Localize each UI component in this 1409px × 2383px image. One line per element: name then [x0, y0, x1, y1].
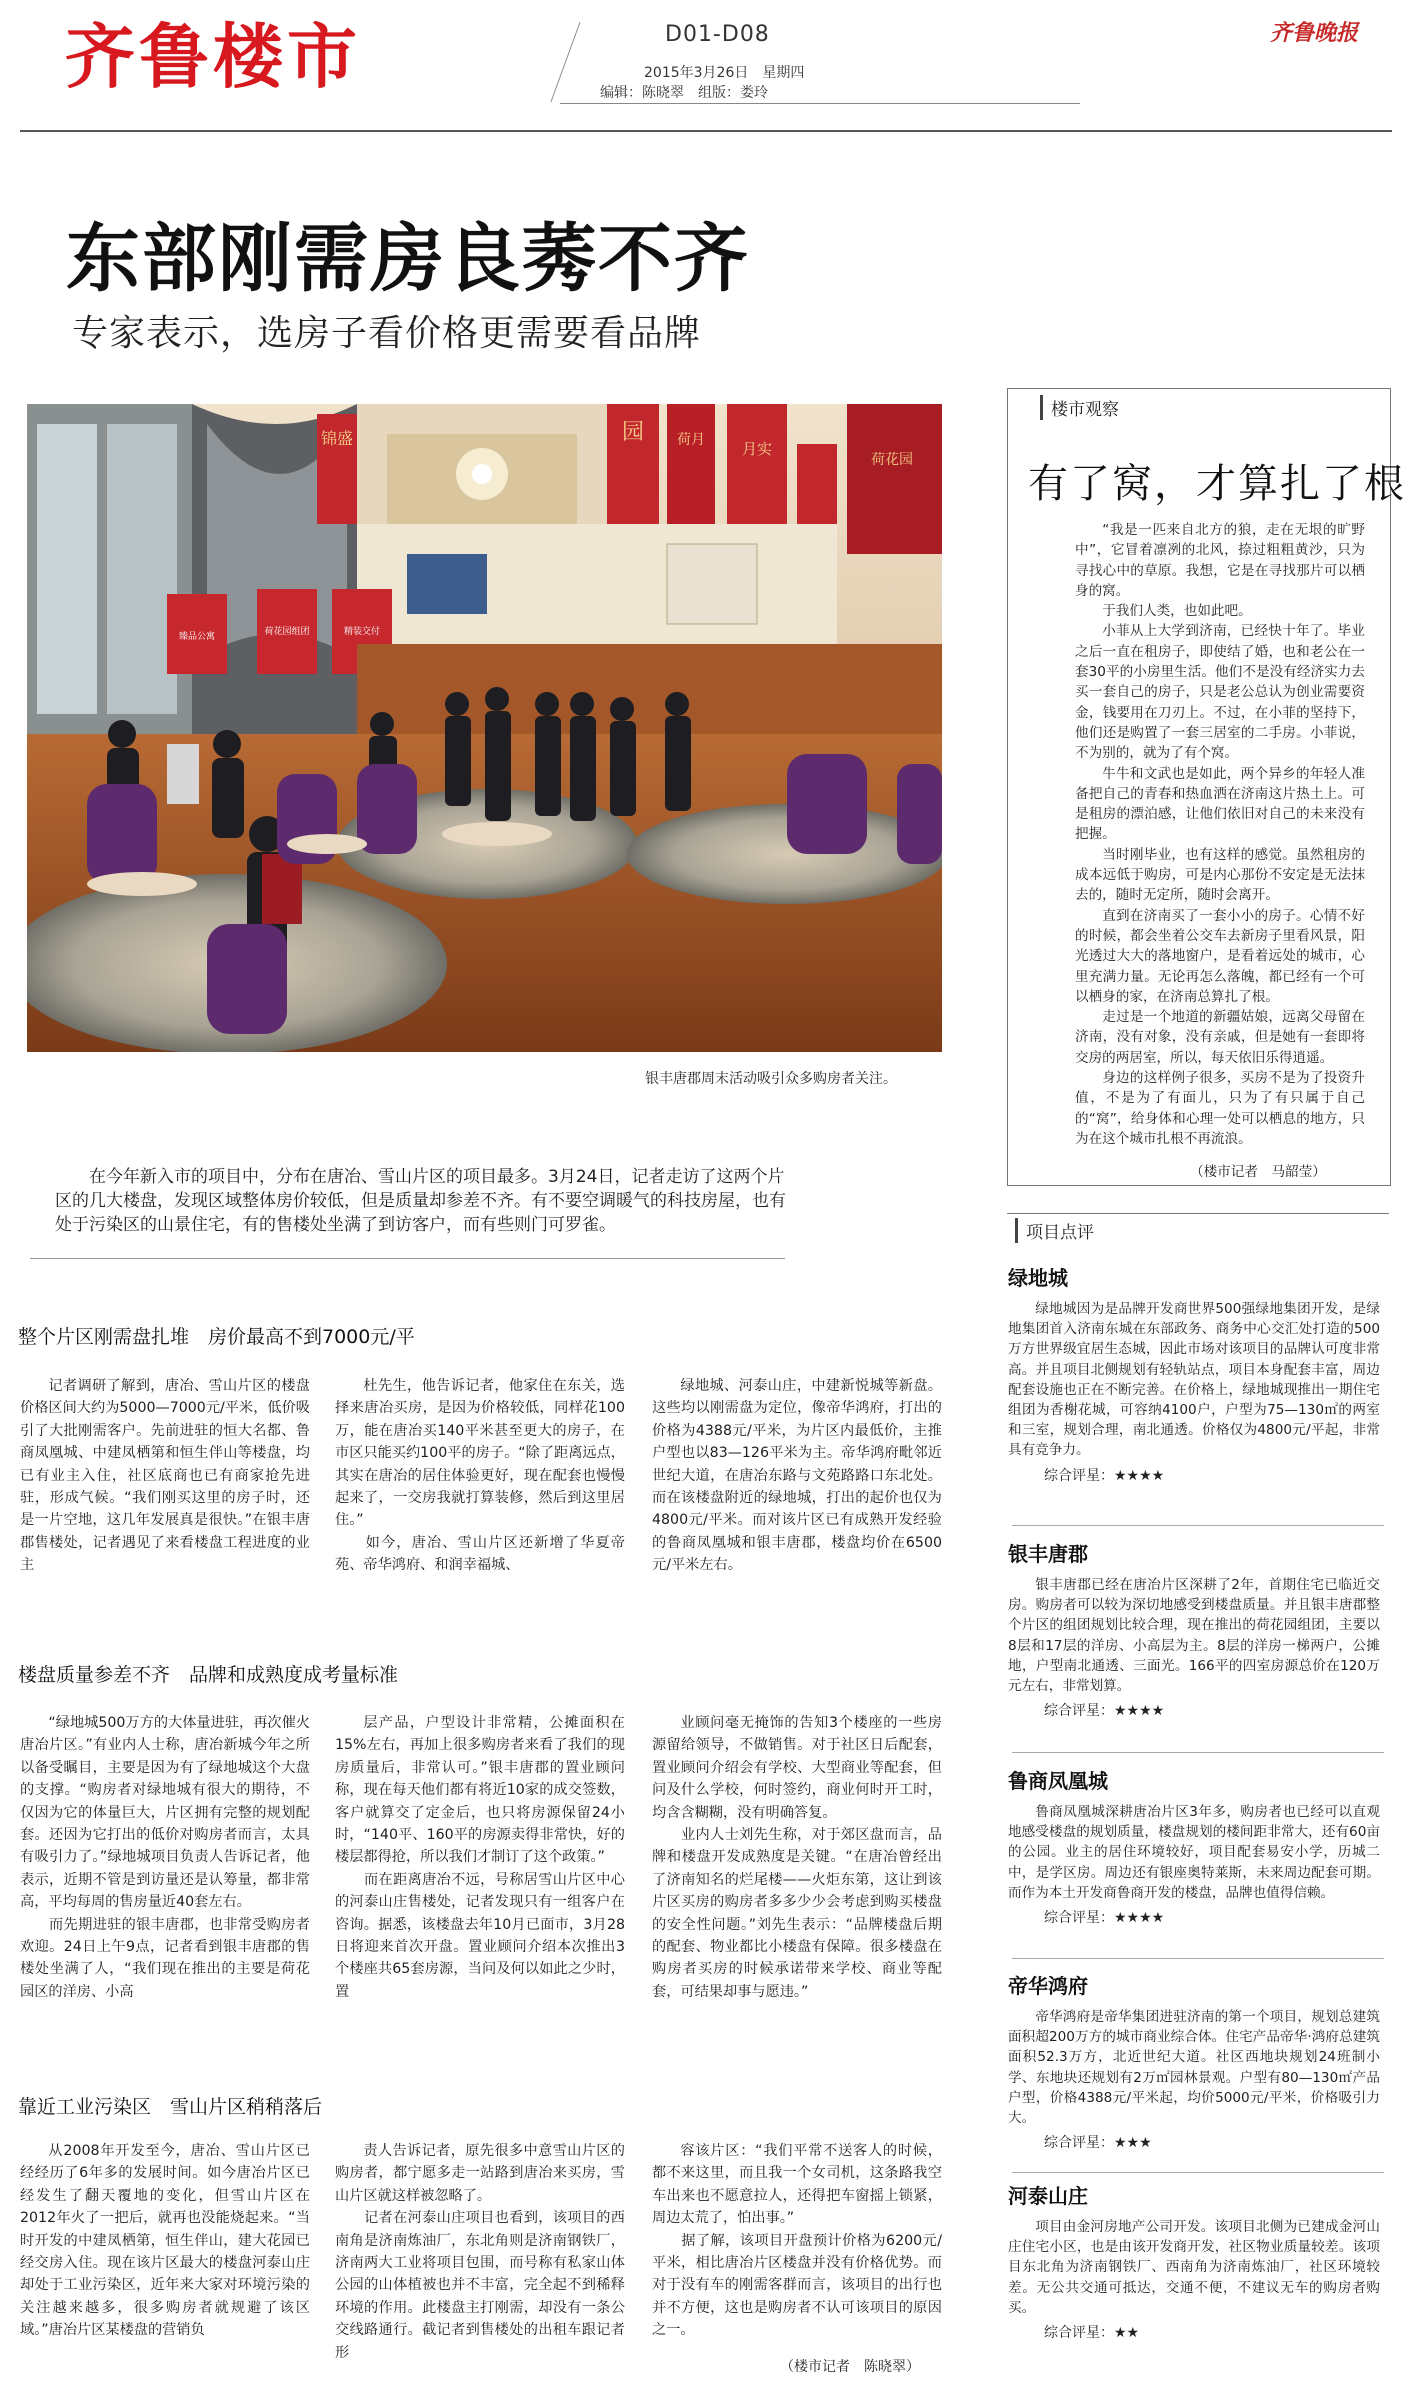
- project-rating: 综合评星：★★★★: [1044, 1467, 1165, 1484]
- banner-text: 园: [621, 420, 645, 445]
- project-rating: 综合评星：★★★★: [1044, 1703, 1165, 1720]
- article-column: [20, 1375, 310, 1577]
- projects-rule: [1007, 1213, 1389, 1214]
- article-text: 从2008年开发至今，唐冶、雪山片区已经经历了6年多的发展时间。如今唐冶片区已经发生了翻天覆地的变化，但雪山片区在2012年火了一把后，就再也没能烧起来。“当时开发的中建凤栖第，恒生伴山，建大花园已经交房入住。现在该片区最大的楼盘河泰山庄却处于工业污染区，近年来大家对环境污染的关注越来越多，很多购房者就规避了该区域。”唐冶片区某楼盘的营销负: [20, 2143, 310, 2339]
- article-text: 容该片区：“我们平常不送客人的时候，都不来这里，而且我一个女司机，这条路我空车出来也不愿意拉人，还得把车窗摇上锁紧，周边太荒了，怕出事。” 据了解，该项目开盘预计价格为6200元/平米，相比唐冶片区楼盘并没有价格优势。而对于没有车的刚需客群而言，该项目的出行也并不方便，这也是购房者不认可该项目的原因之一。: [652, 2143, 942, 2339]
- board-text: 精装交付: [343, 627, 381, 637]
- project-item: [1008, 1970, 1380, 2152]
- observation-title: 有了窝，才算扎了根: [1028, 461, 1406, 507]
- observation-paragraph: 当时刚毕业，也有这样的感觉。虽然租房的成本远低于购房，可是内心那份不安定是无法抹去的，随时无定所，随时会离开。: [1075, 846, 1365, 904]
- article-text: “绿地城500万方的大体量进驻，再次催火唐冶片区。”有业内人士称，唐冶新城今年之所以备受瞩目，主要是因为有了绿地城这个大盘的支撑。“购房者对绿地城有很大的期待，不仅因为它的体量巨大，片区拥有完整的规划配套。还因为它打出的低价对购房者而言，太具有吸引力了。”绿地城项目负责人告诉记者，他表示，近期不管是到访量还是认筹量，都非常高，平均每周的售房量近40套左右。 而先期进驻的银丰唐郡，也非常受购房者欢迎。24日上午9点，记者看到银丰唐郡的售楼处坐满了人，“我们现在推出的主要是荷花园区的洋房、小高: [20, 1715, 310, 2000]
- article-text: 杜先生，他告诉记者，他家住在东关，选择来唐冶买房，是因为价格较低，同样花100万，能在唐冶买140平米甚至更大的房子，在市区只能买约100平的房子。“除了距离远点，其实在唐冶的居住体验更好，现在配套也慢慢起来了，一交房我就打算装修，然后到这里居住。” 如今，唐冶、雪山片区还新增了华夏帝苑、帝华鸿府、和润幸福城、: [335, 1378, 625, 1574]
- article-text: 记者调研了解到，唐冶、雪山片区的楼盘价格区间大约为5000—7000元/平米，低价吸引了大批刚需客户。先前进驻的恒大名都、鲁商凤凰城、中建凤栖第和恒生伴山等楼盘，均已有业主入住，社区底商也已有商家抢先进驻，形成气候。“我们刚买这里的房子时，还是一片空地，这几年发展真是很快。”在银丰唐郡售楼处，记者遇见了来看楼盘工程进度的业主: [20, 1378, 310, 1574]
- editor-line: 编辑：陈晓翠 组版：娄玲: [600, 85, 768, 101]
- observation-paragraph: 身边的这样例子很多，买房不是为了投资升值，不是为了有面儿，只为了有只属于自己的“窝”，给身体和心理一处可以栖息的地方，只为在这个城市扎根不再流浪。: [1075, 1070, 1365, 1147]
- article-column: [335, 1375, 625, 1577]
- date-line: 2015年3月26日 星期四: [644, 65, 805, 81]
- subheadline: 专家表示，选房子看价格更需要看品牌: [72, 313, 702, 354]
- article-column: [20, 2140, 310, 2342]
- observation-paragraph: 牛牛和文武也是如此，两个异乡的年轻人准备把自己的青春和热血洒在济南这片热土上。可是租房的漂泊感，让他们依旧对自己的未来没有把握。: [1075, 765, 1365, 843]
- project-name: 银丰唐郡: [1008, 1542, 1088, 1566]
- project-body: 项目由金河房地产公司开发。该项目北侧为已建成金河山庄住宅小区，也是由该开发商开发，社区物业质量较差。该项目东北角为济南钢铁厂、西南角为济南炼油厂，社区环境较差。无公共交通可抵达，交通不便，不建议无车的购房者购买。: [1008, 2219, 1380, 2316]
- page-code: D01-D08: [665, 22, 770, 47]
- article-text: 责人告诉记者，原先很多中意雪山片区的购房者，都宁愿多走一站路到唐冶来买房，雪山片区就这样被忽略了。 记者在河泰山庄项目也看到，该项目的西南角是济南炼油厂，东北角则是济南钢铁厂，济南两大工业将项目包围，而号称有私家山体公园的山体植被也并不丰富，完全起不到稀释环境的作用。此楼盘主打刚需，却没有一条公交线路通行。截记者到售楼处的出租车跟记者形: [335, 2143, 625, 2361]
- project-rating: 综合评星：★★★: [1044, 2135, 1152, 2152]
- newspaper-logo: 齐鲁晚报: [1270, 20, 1359, 46]
- masthead-divider: [550, 22, 580, 102]
- project-body: 绿地城因为是品牌开发商世界500强绿地集团开发，是绿地集团首入济南东城在东部政务、商务中心交汇处打造的500万方世界级宜居生态城，因此市场对该项目的品牌认可度非常高。并且项目北侧规划有轻轨站点，项目本身配套丰富，周边配套设施也正在不断完善。在价格上，绿地城现推出一期住宅组团为香榭花城，可容纳4100户，户型为75—130㎡的两室和三室，规划合理，南北通透。价格仅为4800元/平起，非常具有竞争力。: [1008, 1301, 1380, 1459]
- observation-paragraph: 走过是一个地道的新疆姑娘，远离父母留在济南，没有对象，没有亲戚，但是她有一套即将交房的两居室，所以，每天依旧乐得逍遥。: [1075, 1009, 1365, 1066]
- sales-office-photo: [27, 404, 942, 1052]
- project-divider: [1012, 1958, 1384, 1959]
- observation-body: [1075, 520, 1365, 1149]
- project-item: [1008, 1765, 1380, 1927]
- section-title: 楼盘质量参差不齐 品牌和成熟度成考量标准: [18, 1664, 399, 1686]
- observation-paragraph: “我是一匹来自北方的狼，走在无垠的旷野中”，它冒着凛冽的北风，捺过粗粗黄沙，只为寻找心中的草原。我想，它是在寻找那片可以栖身的窝。: [1075, 522, 1365, 599]
- observation-author: （楼市记者 马韶莹）: [1190, 1164, 1326, 1180]
- observation-paragraph: 直到在济南买了一套小小的房子。心情不好的时候，都会坐着公交车去新房子里看风景，阳光透过大大的落地窗户，是看着远处的城市，心里充满力量。无论再怎么落魄，都已经有一个可以栖身的家，在济南总算扎了根。: [1075, 907, 1365, 1005]
- article-column: [335, 2140, 625, 2364]
- lead-paragraph: [55, 1165, 790, 1237]
- project-item: [1008, 2180, 1380, 2342]
- top-rule: [20, 130, 1392, 132]
- article-text: 层产品，户型设计非常精，公摊面积在15%左右，再加上很多购房者来看了我们的现房质量后，非常认可。”银丰唐郡的置业顾问称，现在每天他们都有将近10家的成交签数，客户就算交了定金后，也只将房源保留24小时，“140平、160平的房源卖得非常快，好的楼层都得抢，所以我们才制订了这个政策。” 而在距离唐冶不远，号称居雪山片区中心的河泰山庄售楼处，记者发现只有一组客户在咨询。据悉，该楼盘去年10月已面市，3月28日将迎来首次开盘。置业顾问介绍本次推出3个楼座共65套房源，当问及何以如此之少时，置: [335, 1715, 625, 2000]
- observation-paragraph: 于我们人类，也如此吧。: [1102, 603, 1252, 620]
- article-text: 绿地城、河泰山庄，中建新悦城等新盘。这些均以刚需盘为定位，像帝华鸿府，打出的价格为4388元/平米，为片区内最低价，主推户型也以83—126平米为主。帝华鸿府毗邻近世纪大道，在唐冶东路与文苑路路口东北处。而在该楼盘附近的绿地城，打出的起价也仅为4800元/平米。而对该片区已有成熟开发经验的鲁商凤凰城和银丰唐郡，楼盘均价在6500元/平米左右。: [652, 1378, 942, 1574]
- masthead-thin-rule: [560, 103, 1080, 104]
- article-column: [652, 1712, 942, 2003]
- article-column: [652, 2140, 942, 2342]
- banner-text: 荷月: [677, 432, 705, 448]
- section-masthead-title: 齐鲁楼市: [65, 16, 361, 98]
- observation-paragraph: 小菲从上大学到济南，已经快十年了。毕业之后一直在租房子，即使结了婚，也和老公在一套30平的小房里生活。他们不是没有经济实力去买一套自己的房子，只是老公总认为创业需要资金，钱要用在刀刃上。不过，在小菲的坚持下，他们还是购置了一套三居室的二手房。小菲说，不为别的，就为了有个窝。: [1075, 623, 1365, 762]
- banner-text: 锦盛: [320, 429, 354, 448]
- observation-tag: 楼市观察: [1040, 395, 1127, 420]
- board-text: 荷花园组团: [264, 627, 310, 637]
- section-title: 整个片区刚需盘扎堆 房价最高不到7000元/平: [18, 1326, 415, 1348]
- project-name: 帝华鸿府: [1008, 1974, 1088, 1998]
- headline: 东部刚需房良莠不齐: [66, 216, 750, 302]
- project-rating: 综合评星：★★★★: [1044, 1910, 1165, 1927]
- project-body: 帝华鸿府是帝华集团进驻济南的第一个项目，规划总建筑面积超200万方的城市商业综合体。住宅产品帝华·鸿府总建筑面积52.3万方，北近世纪大道。社区西地块规划24班制小学、东地块还规划有2万㎡园林景观。户型有80—130㎡产品户型，价格4388元/平米起，均价5000元/平米，价格吸引力大。: [1008, 2009, 1380, 2127]
- project-body: 银丰唐郡已经在唐冶片区深耕了2年，首期住宅已临近交房。购房者可以较为深切地感受到楼盘质量。并且银丰唐郡整个片区的组团规划比较合理，现在推出的荷花园组团，主要以8层和17层的洋房、小高层为主。8层的洋房一梯两户，公摊地，户型南北通透、三面光。166平的四室房源总价在120万元左右，非常划算。: [1008, 1577, 1380, 1695]
- article-column: [20, 1712, 310, 2003]
- section-title: 靠近工业污染区 雪山片区稍稍落后: [18, 2096, 323, 2118]
- article-column: [335, 1712, 625, 2003]
- project-name: 绿地城: [1008, 1266, 1068, 1290]
- project-divider: [1012, 1525, 1384, 1526]
- banner-text: 荷花园: [871, 452, 913, 468]
- project-name: 河泰山庄: [1008, 2184, 1088, 2208]
- board-text: 臻品公寓: [178, 632, 216, 642]
- projects-tag: 项目点评: [1015, 1218, 1102, 1243]
- lead-divider: [30, 1258, 785, 1259]
- project-name: 鲁商凤凰城: [1008, 1769, 1108, 1793]
- article-column: [652, 1375, 942, 1577]
- lead-text: 在今年新入市的项目中，分布在唐冶、雪山片区的项目最多。3月24日，记者走访了这两个片区的几大楼盘，发现区域整体房价较低，但是质量却参差不齐。有不要空调暖气的科技房屋，也有处于污染区的山景住宅，有的售楼处坐满了到访客户，而有些则门可罗雀。: [55, 1167, 786, 1235]
- photo-caption: 银丰唐郡周末活动吸引众多购房者关注。: [645, 1071, 897, 1087]
- project-divider: [1012, 2172, 1384, 2173]
- byline: （楼市记者 陈晓翠）: [780, 2359, 920, 2375]
- project-divider: [1012, 1752, 1384, 1753]
- project-body: 鲁商凤凰城深耕唐冶片区3年多，购房者也已经可以直观地感受楼盘的规划质量，楼盘规划的楼间距非常大，还有60亩的公园。业主的居住环境较好，项目配套易安小学，历城二中，是学区房。周边还有银座奥特莱斯，未来周边配套可期。而作为本土开发商鲁商开发的楼盘，品牌也值得信赖。: [1008, 1804, 1380, 1901]
- project-rating: 综合评星：★★: [1044, 2325, 1140, 2342]
- project-item: [1008, 1262, 1380, 1485]
- banner-text: 月实: [741, 440, 773, 458]
- project-item: [1008, 1538, 1380, 1720]
- article-text: 业顾问毫无掩饰的告知3个楼座的一些房源留给领导，不做销售。对于社区日后配套，置业顾问介绍会有学校、大型商业等配套，但问及什么学校，何时签约，商业何时开工时，均含含糊糊，没有明确答复。 业内人士刘先生称，对于郊区盘而言，品牌和楼盘开发成熟度是关键。“在唐冶曾经出了济南知名的烂尾楼——火炬东第，这让到该片区买房的购房者多多少少会考虑到购买楼盘的安全性问题。”刘先生表示：“品牌楼盘后期的配套、物业都比小楼盘有保障。很多楼盘在购房者买房的时候承诺带来学校、商业等配套，可结果却事与愿违。”: [652, 1715, 942, 2000]
